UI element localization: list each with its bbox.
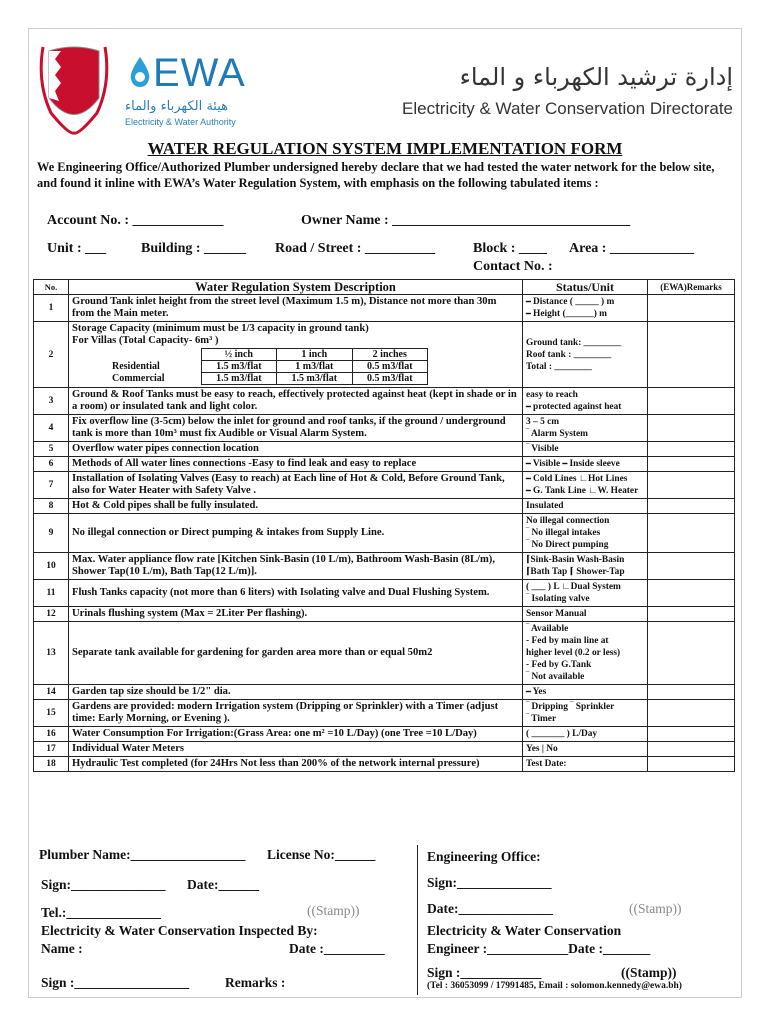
plumber-sign-field[interactable]: Sign:______________ <box>41 877 166 892</box>
ewa-english-name: Electricity & Water Authority <box>125 117 236 127</box>
row-remarks[interactable] <box>648 457 735 472</box>
row-status[interactable]: ( _______ ) L/Day <box>523 727 648 742</box>
description-text: Flush Tanks capacity (not more than 6 liters) with Isolating valve and Dual Flushing System. <box>72 587 490 598</box>
plumber-date-field[interactable]: Date:______ <box>187 877 259 892</box>
capacity-value: 1 m3/flat <box>277 361 352 373</box>
office-stamp: ((Stamp)) <box>629 901 682 916</box>
table-row <box>34 499 735 514</box>
description-text: Hot & Cold pipes shall be fully insulated. <box>72 500 259 511</box>
description-text: Ground Tank inlet height from the street level (Maximum 1.5 m), Distance not more than 30m from the Main meter. <box>72 296 497 319</box>
description-text: Storage Capacity (minimum must be 1/3 capacity in ground tank) For Villas (Total Capacity- 6m³ ) <box>72 323 369 346</box>
table-row <box>34 757 735 772</box>
table-row <box>34 472 735 499</box>
bahrain-emblem-icon <box>39 43 109 135</box>
row-remarks[interactable] <box>648 607 735 622</box>
ewc-label: Electricity & Water Conservation <box>427 923 622 938</box>
remarks-field[interactable]: Remarks : <box>225 975 286 990</box>
description-text: Hydraulic Test completed (for 24Hrs Not less than 200% of the network internal pressure) <box>72 758 480 769</box>
capacity-col-header: ½ inch <box>201 349 276 361</box>
capacity-value: 0.5 m3/flat <box>352 361 427 373</box>
row-number: 16 <box>34 727 69 742</box>
table-row <box>34 442 735 457</box>
table-row <box>34 295 735 322</box>
row-status[interactable]: Ground tank: ________ Roof tank : ________ Total : ________ <box>523 322 648 388</box>
table-row <box>34 727 735 742</box>
row-number: 14 <box>34 685 69 700</box>
row-number: 15 <box>34 700 69 727</box>
row-remarks[interactable] <box>648 295 735 322</box>
table-row <box>34 553 735 580</box>
row-number: 5 <box>34 442 69 457</box>
capacity-value: 0.5 m3/flat <box>352 373 427 385</box>
block-field[interactable]: Block : ____ <box>473 241 547 256</box>
row-number: 18 <box>34 757 69 772</box>
row-status[interactable]: ‾ Dripping ‾ Sprinkler ‾ Timer <box>523 700 648 727</box>
row-number: 1 <box>34 295 69 322</box>
table-row <box>34 700 735 727</box>
header-status: Status/Unit <box>523 280 648 295</box>
row-remarks[interactable] <box>648 700 735 727</box>
unit-field[interactable]: Unit : ___ <box>47 241 107 256</box>
row-status[interactable]: Test Date: <box>523 757 648 772</box>
row-description <box>69 514 523 553</box>
capacity-value: 1.5 m3/flat <box>201 361 276 373</box>
row-remarks[interactable] <box>648 757 735 772</box>
owner-name-field[interactable]: Owner Name : __________________________________ <box>301 213 631 228</box>
inspector-date-field[interactable]: Date :_________ <box>289 941 385 956</box>
row-status[interactable]: ⎯ Distance ( _____ ) m ⎯ Height (______) m <box>523 295 648 322</box>
row-remarks[interactable] <box>648 727 735 742</box>
inspector-name-field[interactable]: Name : <box>41 941 83 956</box>
row-description <box>69 322 523 388</box>
description-text: Water Consumption For Irrigation:(Grass Area: one m² =10 L/Day) (one Tree =10 L/Day) <box>72 728 477 739</box>
plumber-name-field[interactable]: Plumber Name:_________________ <box>39 847 246 862</box>
row-status[interactable]: easy to reach ⎯ protected against heat <box>523 388 648 415</box>
description-text: Urinals flushing system (Max = 2Liter Per flashing). <box>72 608 308 619</box>
row-remarks[interactable] <box>648 685 735 700</box>
row-remarks[interactable] <box>648 388 735 415</box>
row-description <box>69 580 523 607</box>
table-row <box>34 514 735 553</box>
contact-line: (Tel : 36053099 / 17991485, Email : solomon.kennedy@ewa.bh) <box>427 981 682 991</box>
row-status[interactable]: ⎯ Cold Lines ∟Hot Lines ⎯ G. Tank Line ∟W. Heater <box>523 472 648 499</box>
row-description <box>69 442 523 457</box>
row-description <box>69 622 523 685</box>
engineer-field[interactable]: Engineer :____________Date :_______ <box>427 941 651 956</box>
form-title: WATER REGULATION SYSTEM IMPLEMENTATION FORM <box>147 139 623 158</box>
description-text: Max. Water appliance flow rate [Kitchen Sink-Basin (10 L/m), Bathroom Wash-Basin (8L/m), Shower Tap(10 L/m), Bath Tap(12 L/m)]. <box>72 554 495 577</box>
header-description: Water Regulation System Description <box>69 280 523 295</box>
row-status[interactable]: Sensor Manual <box>523 607 648 622</box>
row-number: 10 <box>34 553 69 580</box>
table-row <box>34 742 735 757</box>
row-status[interactable]: ‾ Available - Fed by main line at higher level (0.2 or less) - Fed by G.Tank ‾ Not available <box>523 622 648 685</box>
description-text: Separate tank available for gardening for garden area more than or equal 50m2 <box>72 647 433 658</box>
office-sign-field[interactable]: Sign:______________ <box>427 875 552 890</box>
row-status[interactable]: Insulated <box>523 499 648 514</box>
row-remarks[interactable] <box>648 580 735 607</box>
form-page <box>28 28 742 998</box>
row-remarks[interactable] <box>648 553 735 580</box>
row-number: 11 <box>34 580 69 607</box>
capacity-value: 1.5 m3/flat <box>277 373 352 385</box>
row-status[interactable]: ⎯ Visible ⎯ Inside sleeve <box>523 457 648 472</box>
directorate-english: Electricity & Water Conservation Directorate <box>402 99 733 118</box>
row-description <box>69 415 523 442</box>
license-no-field[interactable]: License No:______ <box>267 847 376 862</box>
row-description <box>69 457 523 472</box>
capacity-row-label: Residential <box>112 361 160 372</box>
description-text: Installation of Isolating Valves (Easy to reach) at Each line of Hot & Cold, Before Ground Tank, also for Water Heater with Safety Valve . <box>72 473 505 496</box>
table-row <box>34 622 735 685</box>
capacity-col-header: 1 inch <box>277 349 352 361</box>
row-number: 13 <box>34 622 69 685</box>
row-status[interactable]: ⎯ Yes <box>523 685 648 700</box>
header-remarks: (EWA)Remarks <box>648 280 735 295</box>
inspector-sign-field[interactable]: Sign :_________________ <box>41 975 190 990</box>
row-remarks[interactable] <box>648 322 735 388</box>
description-text: Individual Water Meters <box>72 743 185 754</box>
table-row <box>34 607 735 622</box>
ewa-arabic-name: هيئة الكهرباء والماء <box>125 99 228 114</box>
description-text: Garden tap size should be 1/2" dia. <box>72 686 231 697</box>
header-no: No. <box>34 280 69 295</box>
capacity-col-header: 2 inches <box>352 349 427 361</box>
row-description <box>69 757 523 772</box>
row-number: 9 <box>34 514 69 553</box>
row-description <box>69 295 523 322</box>
tel-field[interactable]: Tel.:______________ <box>41 905 161 920</box>
row-remarks[interactable] <box>648 514 735 553</box>
row-remarks[interactable] <box>648 472 735 499</box>
row-status[interactable]: ( ___ ) L ∟Dual System ‾ Isolating valve <box>523 580 648 607</box>
row-number: 2 <box>34 322 69 388</box>
area-field[interactable]: Area : ____________ <box>569 241 694 256</box>
row-description <box>69 472 523 499</box>
description-text: Overflow water pipes connection location <box>72 443 259 454</box>
water-drop-icon <box>127 55 153 89</box>
capacity-corner <box>98 349 201 361</box>
table-row <box>34 457 735 472</box>
row-number: 3 <box>34 388 69 415</box>
account-field[interactable]: Account No. : _____________ <box>47 213 224 228</box>
row-number: 4 <box>34 415 69 442</box>
row-description <box>69 685 523 700</box>
row-description <box>69 742 523 757</box>
table-row <box>34 580 735 607</box>
row-description <box>69 553 523 580</box>
row-remarks[interactable] <box>648 742 735 757</box>
row-description <box>69 727 523 742</box>
description-text: Gardens are provided: modern Irrigation system (Dripping or Sprinkler) with a Timer (adjust time: Early Morning, or Evening ). <box>72 701 499 724</box>
row-number: 12 <box>34 607 69 622</box>
row-number: 17 <box>34 742 69 757</box>
table-row <box>34 415 735 442</box>
row-number: 8 <box>34 499 69 514</box>
row-status[interactable]: ⌈Sink-Basin Wash-Basin ⌈Bath Tap ⌈ Shower-Tap <box>523 553 648 580</box>
engineer-sign-field[interactable]: Sign :____________ <box>427 965 542 980</box>
row-description <box>69 388 523 415</box>
row-number: 7 <box>34 472 69 499</box>
capacity-table <box>98 348 428 385</box>
footer-divider <box>417 845 418 995</box>
row-status[interactable]: 3 – 5 cm ‾ Alarm System <box>523 415 648 442</box>
row-remarks[interactable] <box>648 415 735 442</box>
contact-field[interactable]: Contact No. : <box>473 259 553 274</box>
row-description <box>69 607 523 622</box>
description-text: Ground & Roof Tanks must be easy to reach, effectively protected against heat (kept in shade or in a room) or insulated tank and light color. <box>72 389 517 412</box>
regulation-table <box>33 279 735 772</box>
letterhead <box>29 29 741 141</box>
plumber-stamp: ((Stamp)) <box>307 903 360 918</box>
row-description <box>69 700 523 727</box>
row-status[interactable]: No illegal connection ‾ No illegal intakes ‾ No Direct pumping <box>523 514 648 553</box>
row-remarks[interactable] <box>648 499 735 514</box>
road-field[interactable]: Road / Street : __________ <box>275 241 435 256</box>
table-header-row <box>34 280 735 295</box>
row-description <box>69 499 523 514</box>
engineering-office-label: Engineering Office: <box>427 849 541 864</box>
capacity-value: 1.5 m3/flat <box>201 373 276 385</box>
declaration-text: We Engineering Office/Authorized Plumber undersigned hereby declare that we had tested the water network for the below site, and found it inline with EWA’s Water Regulation System, with emphasis on the following tabulated items : <box>37 160 715 190</box>
engineer-stamp: ((Stamp)) <box>621 965 677 980</box>
description-text: Fix overflow line (3-5cm) below the inlet for ground and roof tanks, if the ground / underground tank is more than 10m³ must fix Audible or Visual Alarm System. <box>72 416 506 439</box>
row-remarks[interactable] <box>648 442 735 457</box>
row-status[interactable]: ‾ Visible <box>523 442 648 457</box>
row-status[interactable]: Yes | No <box>523 742 648 757</box>
row-number: 6 <box>34 457 69 472</box>
inspected-by-label: Electricity & Water Conservation Inspected By: <box>41 923 318 938</box>
ewa-logo-text: EWA <box>153 51 246 95</box>
table-row <box>34 685 735 700</box>
description-text: No illegal connection or Direct pumping & intakes from Supply Line. <box>72 527 385 538</box>
description-text: Methods of All water lines connections -Easy to find leak and easy to replace <box>72 458 417 469</box>
table-row <box>34 388 735 415</box>
table-row <box>34 322 735 388</box>
row-remarks[interactable] <box>648 622 735 685</box>
directorate-arabic: إدارة ترشيد الكهرباء و الماء <box>459 63 733 91</box>
office-date-field[interactable]: Date:______________ <box>427 901 553 916</box>
capacity-row-label: Commercial <box>112 373 165 384</box>
building-field[interactable]: Building : ______ <box>141 241 247 256</box>
